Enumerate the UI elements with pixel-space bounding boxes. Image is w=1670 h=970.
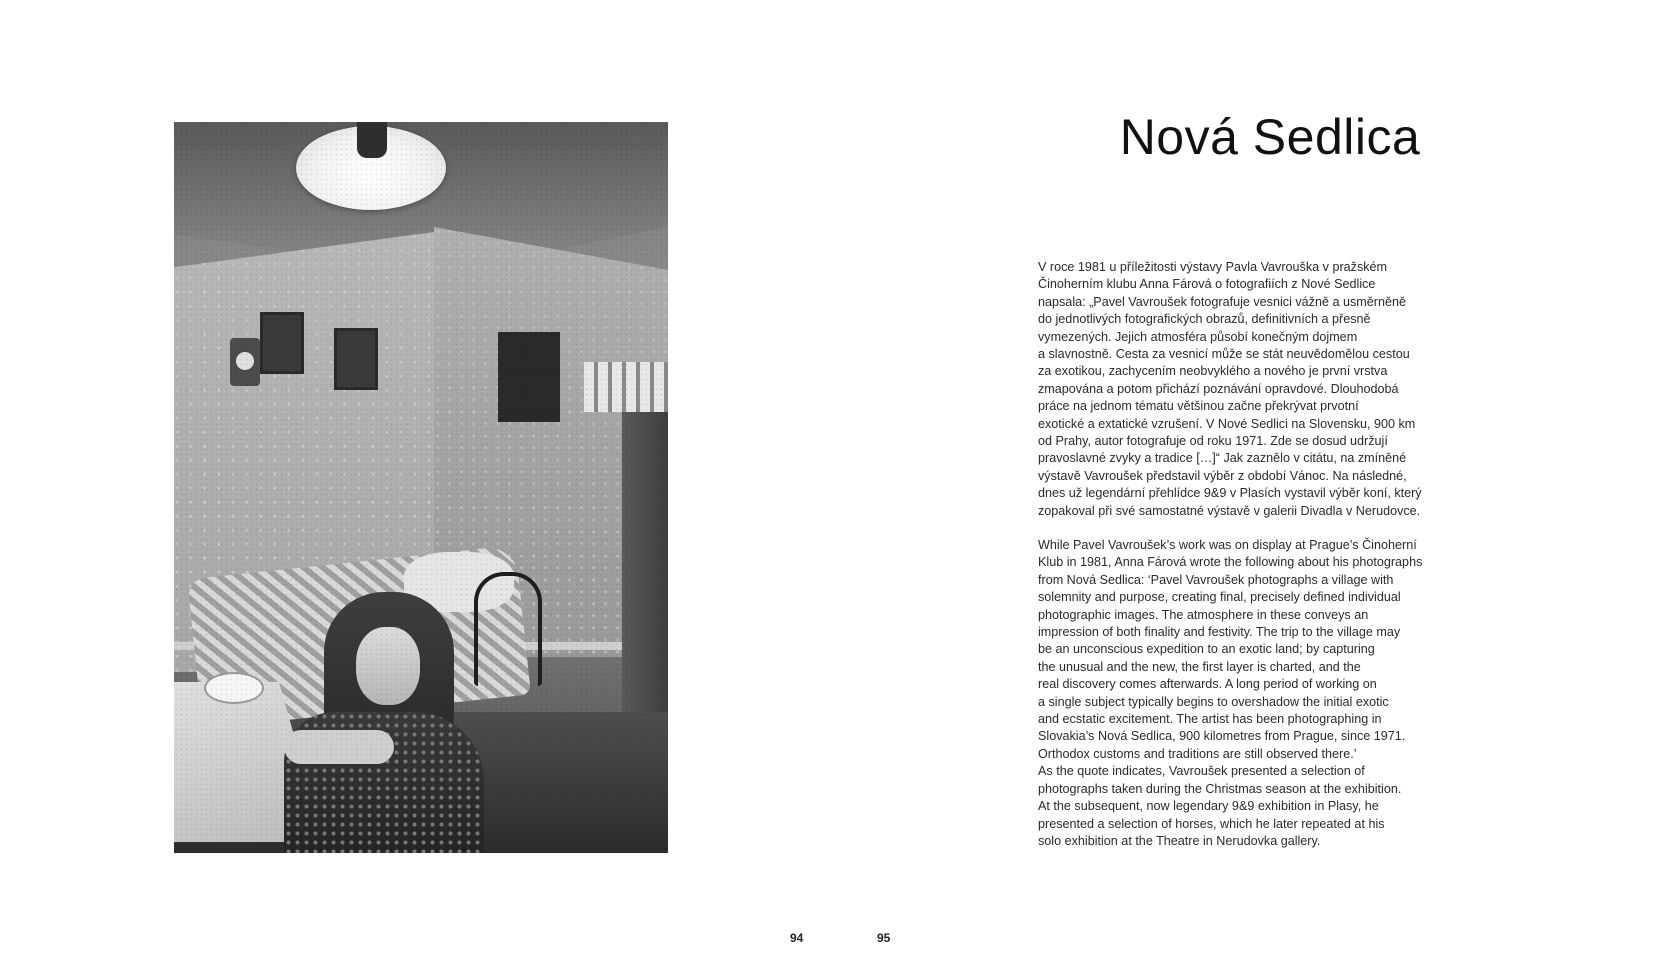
icon-painting-1 <box>260 312 304 374</box>
icon-painting-3 <box>498 332 560 422</box>
woman-hands <box>284 730 394 764</box>
lamp-fitting <box>357 122 387 158</box>
woman-face <box>356 627 420 705</box>
photograph-interior-icon <box>174 122 668 853</box>
paragraph-czech: V roce 1981 u příležitosti výstavy Pavla Vavrouška v pražském Činoherním klubu Anna Fárová o fotografiích z Nové Sedlice napsala: „Pavel Vavroušek fotografuje vesnici vážně a usměrněně do jednotlivých fotografických obrazů, definitivních a přesně vymezených. Jejich atmosféra působí konečným dojmem a slavnostně. Cesta za vesnicí může se stát neuvědomělou cestou za exotikou, zachycením neobvyklého a nového je první vrstva zmapována a potom přichází poznávání opravdové. Dlouhodobá práce na jednom tématu většinou začne překrývat prvotní exotické a extatické vzrušení. V Nové Sedlici na Slovensku, 900 km od Prahy, autor fotografuje od roku 1971. Zde se dosud udržují pravoslavné zvyky a tradice […]“ Jak zaznělo v citátu, na zmíněné výstavě Vavroušek představil výběr z období Vánoc. Na následné, dnes už legendární přehlídce 9&9 v Plasích vystavil výběr koní, který zopakoval při své samostatné výstavě v galerii Divadla v Nerudovce. <box>1038 260 1422 518</box>
wall-clock-icon <box>230 338 260 386</box>
page-number-left: 94 <box>790 931 804 945</box>
page-number-right: 95 <box>877 931 891 945</box>
plate <box>204 672 264 704</box>
doorway <box>622 412 668 712</box>
embroidered-curtain <box>584 362 668 412</box>
icon-painting-2 <box>334 328 378 390</box>
paragraph-english: While Pavel Vavroušek’s work was on display at Prague’s Činoherní Klub in 1981, Anna Fárová wrote the following about his photographs from Nová Sedlica: ‘Pavel Vavroušek photographs a village with solemnity and purpose, creating final, precisely defined individual photographic images. The atmosphere in these conveys an impression of both finality and festivity. The trip to the village may be an unconscious expedition to an exotic land; by capturing the unusual and the new, the first layer is charted, and the real discovery comes afterwards. A long period of working on a single subject typically begins to overshadow the initial exotic and ecstatic excitement. The artist has been photographing in Slovakia’s Nová Sedlica, 900 kilometres from Prague, since 1971. Orthodox customs and traditions are still observed there.’ As the quote indicates, Vavroušek presented a selection of photographs taken during the Christmas season at the exhibition. At the subsequent, now legendary 9&9 exhibition in Plasy, he presented a selection of horses, which he later repeated at his solo exhibition at the Theatre in Nerudovka gallery. <box>1038 538 1423 848</box>
bentwood-chair <box>474 572 542 686</box>
page-title: Nová Sedlica <box>1119 109 1421 165</box>
